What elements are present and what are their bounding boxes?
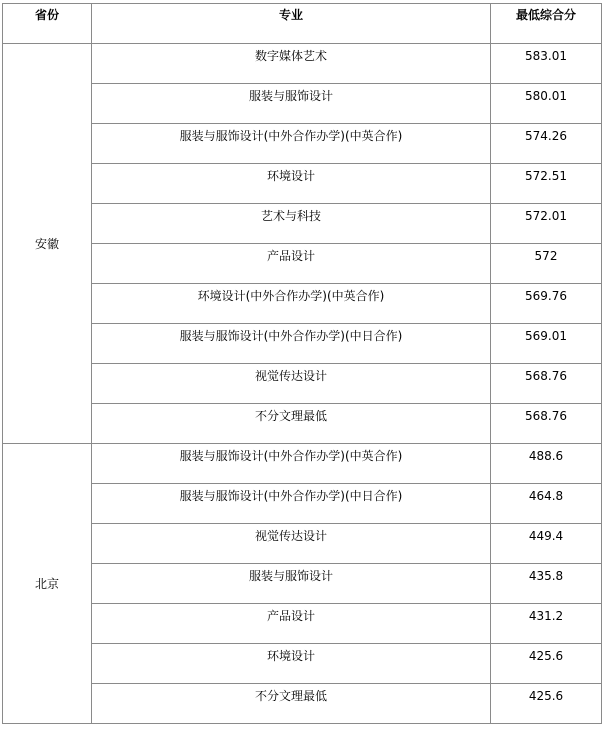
major-cell: 服装与服饰设计(中外合作办学)(中英合作) xyxy=(92,124,491,164)
table-row xyxy=(3,124,602,164)
table-row xyxy=(3,564,602,604)
table-header-row xyxy=(3,4,602,44)
score-cell: 488.6 xyxy=(491,444,602,484)
major-cell: 服装与服饰设计 xyxy=(92,564,491,604)
table-row xyxy=(3,404,602,444)
score-cell: 568.76 xyxy=(491,404,602,444)
major-cell: 服装与服饰设计 xyxy=(92,84,491,124)
table-row xyxy=(3,484,602,524)
major-cell: 环境设计 xyxy=(92,644,491,684)
table-row xyxy=(3,44,602,84)
major-cell: 产品设计 xyxy=(92,244,491,284)
score-cell: 425.6 xyxy=(491,644,602,684)
table-row xyxy=(3,524,602,564)
score-cell: 583.01 xyxy=(491,44,602,84)
table-row xyxy=(3,684,602,724)
score-cell: 572.01 xyxy=(491,204,602,244)
header-province: 省份 xyxy=(3,4,92,44)
major-cell: 产品设计 xyxy=(92,604,491,644)
major-cell: 艺术与科技 xyxy=(92,204,491,244)
table-row xyxy=(3,324,602,364)
score-cell: 425.6 xyxy=(491,684,602,724)
table-row xyxy=(3,644,602,684)
score-cell: 431.2 xyxy=(491,604,602,644)
major-cell: 不分文理最低 xyxy=(92,684,491,724)
major-cell: 环境设计(中外合作办学)(中英合作) xyxy=(92,284,491,324)
score-cell: 569.76 xyxy=(491,284,602,324)
score-cell: 569.01 xyxy=(491,324,602,364)
admission-score-table xyxy=(2,3,602,724)
table-row xyxy=(3,444,602,484)
table-row xyxy=(3,284,602,324)
score-cell: 449.4 xyxy=(491,524,602,564)
province-cell: 安徽 xyxy=(3,44,92,444)
major-cell: 环境设计 xyxy=(92,164,491,204)
score-cell: 464.8 xyxy=(491,484,602,524)
major-cell: 服装与服饰设计(中外合作办学)(中英合作) xyxy=(92,444,491,484)
major-cell: 视觉传达设计 xyxy=(92,364,491,404)
table-row xyxy=(3,364,602,404)
score-cell: 574.26 xyxy=(491,124,602,164)
table-row xyxy=(3,604,602,644)
score-cell: 580.01 xyxy=(491,84,602,124)
major-cell: 不分文理最低 xyxy=(92,404,491,444)
table-row xyxy=(3,164,602,204)
score-cell: 572.51 xyxy=(491,164,602,204)
header-min-score: 最低综合分 xyxy=(491,4,602,44)
score-cell: 568.76 xyxy=(491,364,602,404)
table-row xyxy=(3,244,602,284)
major-cell: 服装与服饰设计(中外合作办学)(中日合作) xyxy=(92,324,491,364)
major-cell: 视觉传达设计 xyxy=(92,524,491,564)
score-cell: 572 xyxy=(491,244,602,284)
major-cell: 数字媒体艺术 xyxy=(92,44,491,84)
header-major: 专业 xyxy=(92,4,491,44)
score-cell: 435.8 xyxy=(491,564,602,604)
table-row xyxy=(3,84,602,124)
province-cell: 北京 xyxy=(3,444,92,724)
major-cell: 服装与服饰设计(中外合作办学)(中日合作) xyxy=(92,484,491,524)
table-row xyxy=(3,204,602,244)
